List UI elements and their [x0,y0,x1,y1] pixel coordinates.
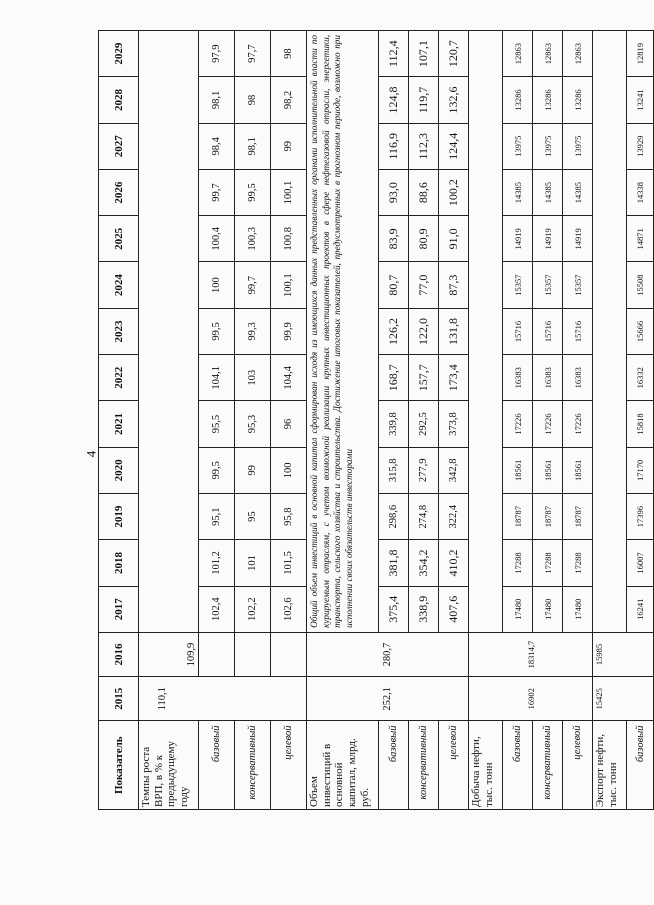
grp-2015: 110,1 [139,677,307,721]
table-cell: 410,2 [439,540,469,586]
oil-production-title-row [469,31,503,810]
table-cell: 13286 [563,77,593,123]
header-year: 2023 [99,308,139,354]
grp-label: Темпы роста ВРП, в % к предыдущему году [139,721,199,810]
table-cell: 98 [271,31,307,77]
table-cell: 98,1 [199,77,235,123]
table-cell: 100,1 [271,169,307,215]
table-cell: 14871 [627,216,654,262]
table-cell: 12863 [533,31,563,77]
scenario-label: консервативный [409,721,439,810]
header-year: 2024 [99,262,139,308]
table-cell: 17480 [503,586,533,632]
table-cell: 13286 [503,77,533,123]
table-cell: 98,1 [235,123,271,169]
scenario-label: целевой [439,721,469,810]
table-cell: 102,4 [199,586,235,632]
table-cell: 18787 [533,493,563,539]
table-cell: 12819 [627,31,654,77]
table-cell: 100,3 [235,216,271,262]
oil-export-empty [593,31,627,633]
table-cell: 17396 [627,493,654,539]
table-cell: 18561 [533,447,563,493]
scenario-label: базовый [503,721,533,810]
oil-export-2016: 15985 [593,632,654,676]
table-cell: 322,4 [439,493,469,539]
table-cell: 15666 [627,308,654,354]
table-cell: 91,0 [439,216,469,262]
table-cell: 14919 [503,216,533,262]
table-cell: 12863 [563,31,593,77]
table-cell: 100 [199,262,235,308]
page-number: 4 [83,450,99,458]
table-cell: 13286 [533,77,563,123]
table-cell: 16007 [627,540,654,586]
table-cell: 18561 [563,447,593,493]
table-cell: 17170 [627,447,654,493]
grp-title-row [139,31,199,810]
table-cell: 15716 [533,308,563,354]
table-cell: 168,7 [379,355,409,401]
table-cell: 173,4 [439,355,469,401]
table-cell: 14919 [533,216,563,262]
table-cell: 354,2 [409,540,439,586]
header-year: 2020 [99,447,139,493]
table-cell: 15716 [503,308,533,354]
table-cell: 338,9 [409,586,439,632]
table-cell: 95,5 [199,401,235,447]
header-row [99,31,139,810]
table-cell: 99 [235,447,271,493]
oil-production-2016: 18314,7 [469,632,593,676]
table-cell: 96 [271,401,307,447]
table-cell: 107,1 [409,31,439,77]
table-cell: 97,7 [235,31,271,77]
header-year: 2028 [99,77,139,123]
table-cell: 100,2 [439,169,469,215]
table-cell: 95 [235,493,271,539]
table-cell: 97,9 [199,31,235,77]
table-cell: 157,7 [409,355,439,401]
table-cell: 120,7 [439,31,469,77]
table-cell: 101,2 [199,540,235,586]
oil-production-2015: 16902 [469,677,593,721]
table-cell: 16383 [533,355,563,401]
table-cell: 18787 [563,493,593,539]
investment-title-row [307,31,379,810]
investment-2016: 280,7 [307,632,469,676]
table-cell: 17288 [563,540,593,586]
header-year: 2026 [99,169,139,215]
table-cell: 17226 [533,401,563,447]
table-cell: 13241 [627,77,654,123]
table-cell: 98,2 [271,77,307,123]
table-cell: 87,3 [439,262,469,308]
table-cell: 14919 [563,216,593,262]
investment-label: Объем инвестиций в основной капитал, млрд. руб. [307,721,379,810]
table-cell: 99,7 [235,262,271,308]
table-cell: 12863 [503,31,533,77]
table-cell: 95,3 [235,401,271,447]
table-cell: 13929 [627,123,654,169]
empty-cell [271,632,307,676]
oil-production-empty [469,31,503,633]
scenario-label: консервативный [235,721,271,810]
table-cell: 17226 [563,401,593,447]
oil-export-label: Экспорт нефти, тыс. тонн [593,721,627,810]
table-cell: 124,4 [439,123,469,169]
table-cell: 80,7 [379,262,409,308]
table-cell: 14385 [533,169,563,215]
table-cell: 80,9 [409,216,439,262]
table-cell: 99,7 [199,169,235,215]
scenario-label: базовый [199,721,235,810]
table-cell: 373,8 [439,401,469,447]
header-year: 2016 [99,632,139,676]
header-year: 2022 [99,355,139,401]
table-cell: 15357 [533,262,563,308]
oil-production-label: Добыча нефти, тыс. тонн [469,721,503,810]
table-cell: 112,4 [379,31,409,77]
table-cell: 16241 [627,586,654,632]
table-cell: 292,5 [409,401,439,447]
table-cell: 98,4 [199,123,235,169]
table-cell: 132,6 [439,77,469,123]
table-cell: 100,1 [271,262,307,308]
forecast-table [98,30,654,810]
table-cell: 99,3 [235,308,271,354]
table-cell: 102,6 [271,586,307,632]
table-cell: 98 [235,77,271,123]
header-year: 2017 [99,586,139,632]
table-cell: 17288 [533,540,563,586]
header-year: 2029 [99,31,139,77]
table-cell: 18787 [503,493,533,539]
table-cell: 13975 [503,123,533,169]
table-cell: 15508 [627,262,654,308]
table-cell: 16332 [627,355,654,401]
scenario-label: целевой [563,721,593,810]
table-cell: 13975 [563,123,593,169]
table-cell: 15818 [627,401,654,447]
empty-cell [199,632,235,676]
oil-export-title-row [593,31,627,810]
table-cell: 15357 [563,262,593,308]
table-cell: 99,9 [271,308,307,354]
empty-cell [235,632,271,676]
investment-note: Общий объем инвестиций в основной капитал сформирован исходя из имеющихся данных представленных органами исполнительной власти по курируемым отраслям, с учетом возможной реализации крупных инвестиционных проектов в сфере нефтегазовой отрасли, энергетики, транспорта, сельского хозяйства и строительства. Достижение итоговых показателей, предусмотренных в прогнозном периоде, возможно при исполнении своих обязательств инвесторами [307,31,379,633]
table-cell: 104,4 [271,355,307,401]
table-cell: 122,0 [409,308,439,354]
grp-2016: 109,9 [139,632,199,676]
table-cell: 17480 [563,586,593,632]
table-cell: 112,3 [409,123,439,169]
table-cell: 104,1 [199,355,235,401]
table-cell: 298,6 [379,493,409,539]
table-cell: 274,8 [409,493,439,539]
table-cell: 16383 [563,355,593,401]
table-cell: 17288 [503,540,533,586]
table-cell: 100,4 [199,216,235,262]
table-cell: 16383 [503,355,533,401]
table-cell: 17480 [533,586,563,632]
oil-export-2015: 15425 [593,677,654,721]
table-cell: 77,0 [409,262,439,308]
table-cell: 99 [271,123,307,169]
scenario-label: консервативный [533,721,563,810]
grp-empty [139,31,199,633]
table-cell: 99,5 [199,447,235,493]
table-cell: 315,8 [379,447,409,493]
table-cell: 100 [271,447,307,493]
table-cell: 101 [235,540,271,586]
table-cell: 99,5 [199,308,235,354]
table-cell: 126,2 [379,308,409,354]
table-cell: 119,7 [409,77,439,123]
table-cell: 103 [235,355,271,401]
table-cell: 342,8 [439,447,469,493]
table-cell: 124,8 [379,77,409,123]
scenario-label: базовый [379,721,409,810]
table-cell: 18561 [503,447,533,493]
table-cell: 131,8 [439,308,469,354]
table-cell: 95,8 [271,493,307,539]
table-cell: 13975 [533,123,563,169]
table-cell: 15716 [563,308,593,354]
investment-2015: 252,1 [307,677,469,721]
table-cell: 93,0 [379,169,409,215]
header-year: 2019 [99,493,139,539]
table-cell: 381,8 [379,540,409,586]
table-cell: 375,4 [379,586,409,632]
rotated-table-container [98,30,646,810]
header-year: 2015 [99,677,139,721]
scenario-label: базовый [627,721,654,810]
header-year: 2027 [99,123,139,169]
table-cell: 15357 [503,262,533,308]
table-cell: 14338 [627,169,654,215]
table-cell: 99,5 [235,169,271,215]
table-cell: 14385 [563,169,593,215]
header-year: 2018 [99,540,139,586]
table-cell: 100,8 [271,216,307,262]
header-year: 2021 [99,401,139,447]
table-cell: 277,9 [409,447,439,493]
table-cell: 101,5 [271,540,307,586]
table-cell: 339,8 [379,401,409,447]
scenario-label: целевой [271,721,307,810]
table-cell: 407,6 [439,586,469,632]
header-indicator: Показатель [99,721,139,810]
table-cell: 116,9 [379,123,409,169]
header-year: 2025 [99,216,139,262]
table-cell: 17226 [503,401,533,447]
table-cell: 83,9 [379,216,409,262]
table-cell: 102,2 [235,586,271,632]
table-cell: 95,1 [199,493,235,539]
table-cell: 88,6 [409,169,439,215]
table-cell: 14385 [503,169,533,215]
